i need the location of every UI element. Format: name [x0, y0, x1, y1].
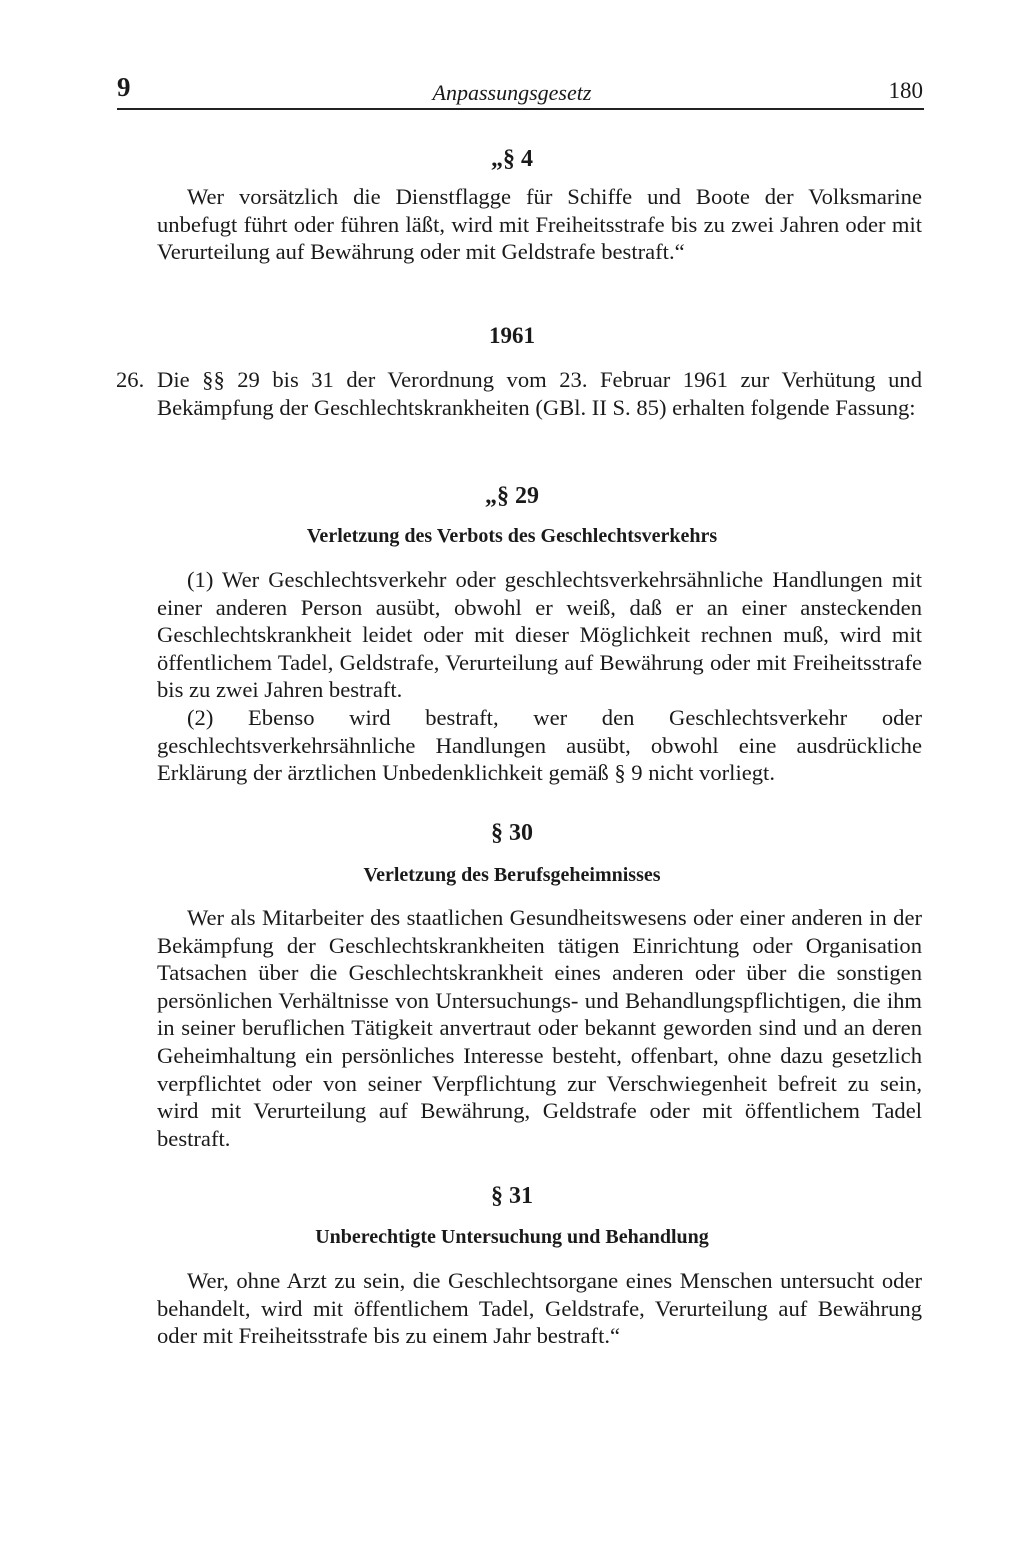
section-30-text: Wer als Mitarbeiter des staatlichen Gesundheitswesens oder einer anderen in der Bekämpfung der Geschlechtskrankheiten tätigen Einrichtung oder Organisation Tatsachen über die Geschlechtskrankheit eines anderen oder über die sonstigen persönlichen Verhältnisse von Untersuchungs- und Behandlungspflichtigen, die ihm in seiner beruflichen Tätigkeit anvertraut oder bekannt geworden sind und an deren Geheimhaltung ein persönliches Interesse besteht, offenbart, ohne dazu gesetzlich verpflichtet oder von seiner Verpflichtung zur Verschwiegenheit befreit zu sein, wird mit Verurteilung auf Bewährung, Geldstrafe oder mit öffentlichem Tadel bestraft.: [157, 905, 922, 1151]
section-31-title: Unberechtigte Untersuchung und Behandlung: [315, 1226, 709, 1248]
section-29-heading: „§ 29: [485, 483, 539, 509]
running-title: Anpassungsgesetz: [432, 80, 592, 105]
section-30-body: [157, 904, 922, 1152]
section-29-paragraph-2: (2) Ebenso wird bestraft, wer den Geschlechtsverkehr oder geschlechtsverkehrsähnliche Handlungen ausübt, obwohl eine ausdrückliche Erklärung der ärztlichen Unbedenklichkeit gemäß § 9 nicht vorliegt.: [157, 704, 922, 786]
page-number: 180: [888, 78, 923, 103]
section-4-heading: „§ 4: [491, 146, 533, 172]
section-29-paragraph-1: (1) Wer Geschlechtsverkehr oder geschlechtsverkehrsähnliche Handlungen mit einer anderen Person ausübt, obwohl er weiß, daß er an einer ansteckenden Geschlechtskrankheit leidet oder mit dieser Möglichkeit rechnen muß, wird mit öffentlichem Tadel, Geldstrafe, Verurteilung auf Bewährung oder mit Freiheitsstrafe bis zu zwei Jahren bestraft.: [157, 567, 922, 703]
section-31-heading: § 31: [491, 1183, 533, 1209]
section-29-body: [157, 566, 922, 787]
item-26-body: [157, 366, 922, 421]
section-29-title: Verletzung des Verbots des Geschlechtsverkehrs: [306, 525, 718, 547]
header-divider: [117, 108, 924, 110]
year-heading: 1961: [489, 323, 535, 348]
section-31-body: [157, 1267, 922, 1350]
section-31-text: Wer, ohne Arzt zu sein, die Geschlechtsorgane eines Menschen untersucht oder behandelt, wird mit öffentlichem Tadel, Geldstrafe, Verurteilung auf Bewährung oder mit Freiheitsstrafe bis zu einem Jahr bestraft.“: [157, 1268, 922, 1349]
section-30-heading: § 30: [491, 820, 533, 846]
item-26-text: Die §§ 29 bis 31 der Verordnung vom 23. Februar 1961 zur Verhütung und Bekämpfung der Geschlechtskrankheiten (GBl. II S. 85) erhalten folgende Fassung:: [157, 367, 922, 420]
section-4-text: Wer vorsätzlich die Dienstflagge für Schiffe und Boote der Volksmarine unbefugt führt oder führen läßt, wird mit Freiheitsstrafe bis zu zwei Jahren oder mit Verurteilung auf Bewährung oder mit Geldstrafe bestraft.“: [157, 184, 922, 265]
chapter-number: 9: [117, 72, 131, 102]
section-30-title: Verletzung des Berufsgeheimnisses: [363, 864, 661, 886]
section-4-body: [157, 183, 922, 266]
item-26-number: 26.: [116, 367, 145, 392]
